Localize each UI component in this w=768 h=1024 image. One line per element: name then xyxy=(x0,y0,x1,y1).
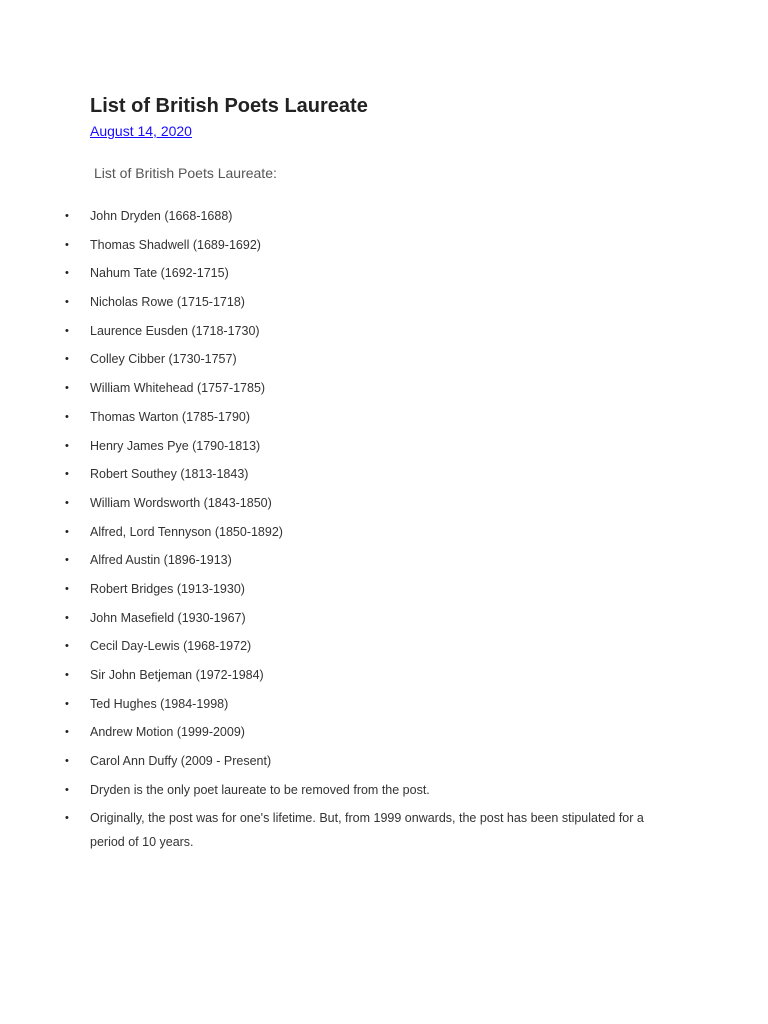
list-item xyxy=(65,749,690,773)
bullet-icon: • xyxy=(65,296,69,309)
list-item-text: Thomas Warton (1785-1790) xyxy=(90,409,251,424)
list-item-text: William Wordsworth (1843-1850) xyxy=(90,495,272,510)
list-item-text: John Masefield (1930-1967) xyxy=(90,610,246,625)
list-item-text: Sir John Betjeman (1972-1984) xyxy=(90,668,264,682)
list-item xyxy=(65,491,690,515)
list-item-text: Nicholas Rowe (1715-1718) xyxy=(90,295,245,310)
list-item xyxy=(65,347,690,371)
list-item xyxy=(65,462,690,486)
list-item-text: Carol Ann Duffy (2009 - Present) xyxy=(90,754,272,769)
post-title: List of British Poets Laureate xyxy=(90,95,368,117)
bullet-icon: • xyxy=(65,611,69,624)
list-item-text: Alfred, Lord Tennyson (1850-1892) xyxy=(90,524,283,539)
bullet-icon: • xyxy=(65,496,69,509)
list-item-text: Laurence Eusden (1718-1730) xyxy=(90,323,260,338)
list-item xyxy=(65,606,690,630)
bullet-icon: • xyxy=(65,812,69,825)
bullet-icon: • xyxy=(65,439,69,452)
bullet-icon: • xyxy=(65,783,69,796)
list-item xyxy=(65,376,690,400)
list-item xyxy=(65,520,690,544)
post-intro: List of British Poets Laureate: xyxy=(94,165,277,181)
bullet-icon: • xyxy=(65,382,69,395)
list-item xyxy=(65,634,690,658)
list-item-note xyxy=(65,778,660,802)
list-item xyxy=(65,261,690,285)
list-item xyxy=(65,692,690,716)
bullet-icon: • xyxy=(65,468,69,481)
list-item-text: Dryden is the only poet laureate to be removed from the post. xyxy=(90,782,430,797)
list-item xyxy=(65,663,690,687)
bullet-icon: • xyxy=(65,267,69,280)
list-item xyxy=(65,434,690,458)
bullet-icon: • xyxy=(65,410,69,423)
bullet-icon: • xyxy=(65,353,69,366)
list-item xyxy=(65,577,690,601)
list-item-text: Cecil Day-Lewis (1968-1972) xyxy=(90,639,252,654)
list-item-text: William Whitehead (1757-1785) xyxy=(90,381,266,396)
list-item xyxy=(65,204,690,228)
bullet-icon: • xyxy=(65,554,69,567)
list-item-text: John Dryden (1668-1688) xyxy=(90,209,233,223)
bullet-icon: • xyxy=(65,726,69,739)
list-item-text: Alfred Austin (1896-1913) xyxy=(90,553,232,568)
bullet-icon: • xyxy=(65,669,69,681)
bullet-icon: • xyxy=(65,697,69,710)
list-item-text: Originally, the post was for one's lifetime. But, from 1999 onwards, the post has been stipulated for a period of 10 years. xyxy=(90,811,644,850)
poets-laureate-list xyxy=(65,204,690,854)
list-item-text: Nahum Tate (1692-1715) xyxy=(90,266,229,281)
post-date-link[interactable]: August 14, 2020 xyxy=(90,123,192,139)
list-item-text: Ted Hughes (1984-1998) xyxy=(90,696,229,711)
list-item-text: Robert Southey (1813-1843) xyxy=(90,467,249,482)
list-item-text: Henry James Pye (1790-1813) xyxy=(90,438,261,453)
bullet-icon: • xyxy=(65,324,69,337)
bullet-icon: • xyxy=(65,640,69,653)
list-item-text: Thomas Shadwell (1689-1692) xyxy=(90,237,261,252)
bullet-icon: • xyxy=(65,525,69,538)
list-item-text: Colley Cibber (1730-1757) xyxy=(90,352,237,367)
list-item-text: Robert Bridges (1913-1930) xyxy=(90,581,245,596)
bullet-icon: • xyxy=(65,755,69,768)
list-item xyxy=(65,290,690,314)
list-item xyxy=(65,319,690,343)
list-item xyxy=(65,405,690,429)
list-item xyxy=(65,548,690,572)
bullet-icon: • xyxy=(65,582,69,595)
bullet-icon: • xyxy=(65,210,69,222)
list-item-note xyxy=(65,806,660,854)
list-item-text: Andrew Motion (1999-2009) xyxy=(90,725,245,740)
bullet-icon: • xyxy=(65,238,69,251)
blog-post xyxy=(65,93,690,859)
list-item xyxy=(65,233,690,257)
list-item xyxy=(65,720,690,744)
